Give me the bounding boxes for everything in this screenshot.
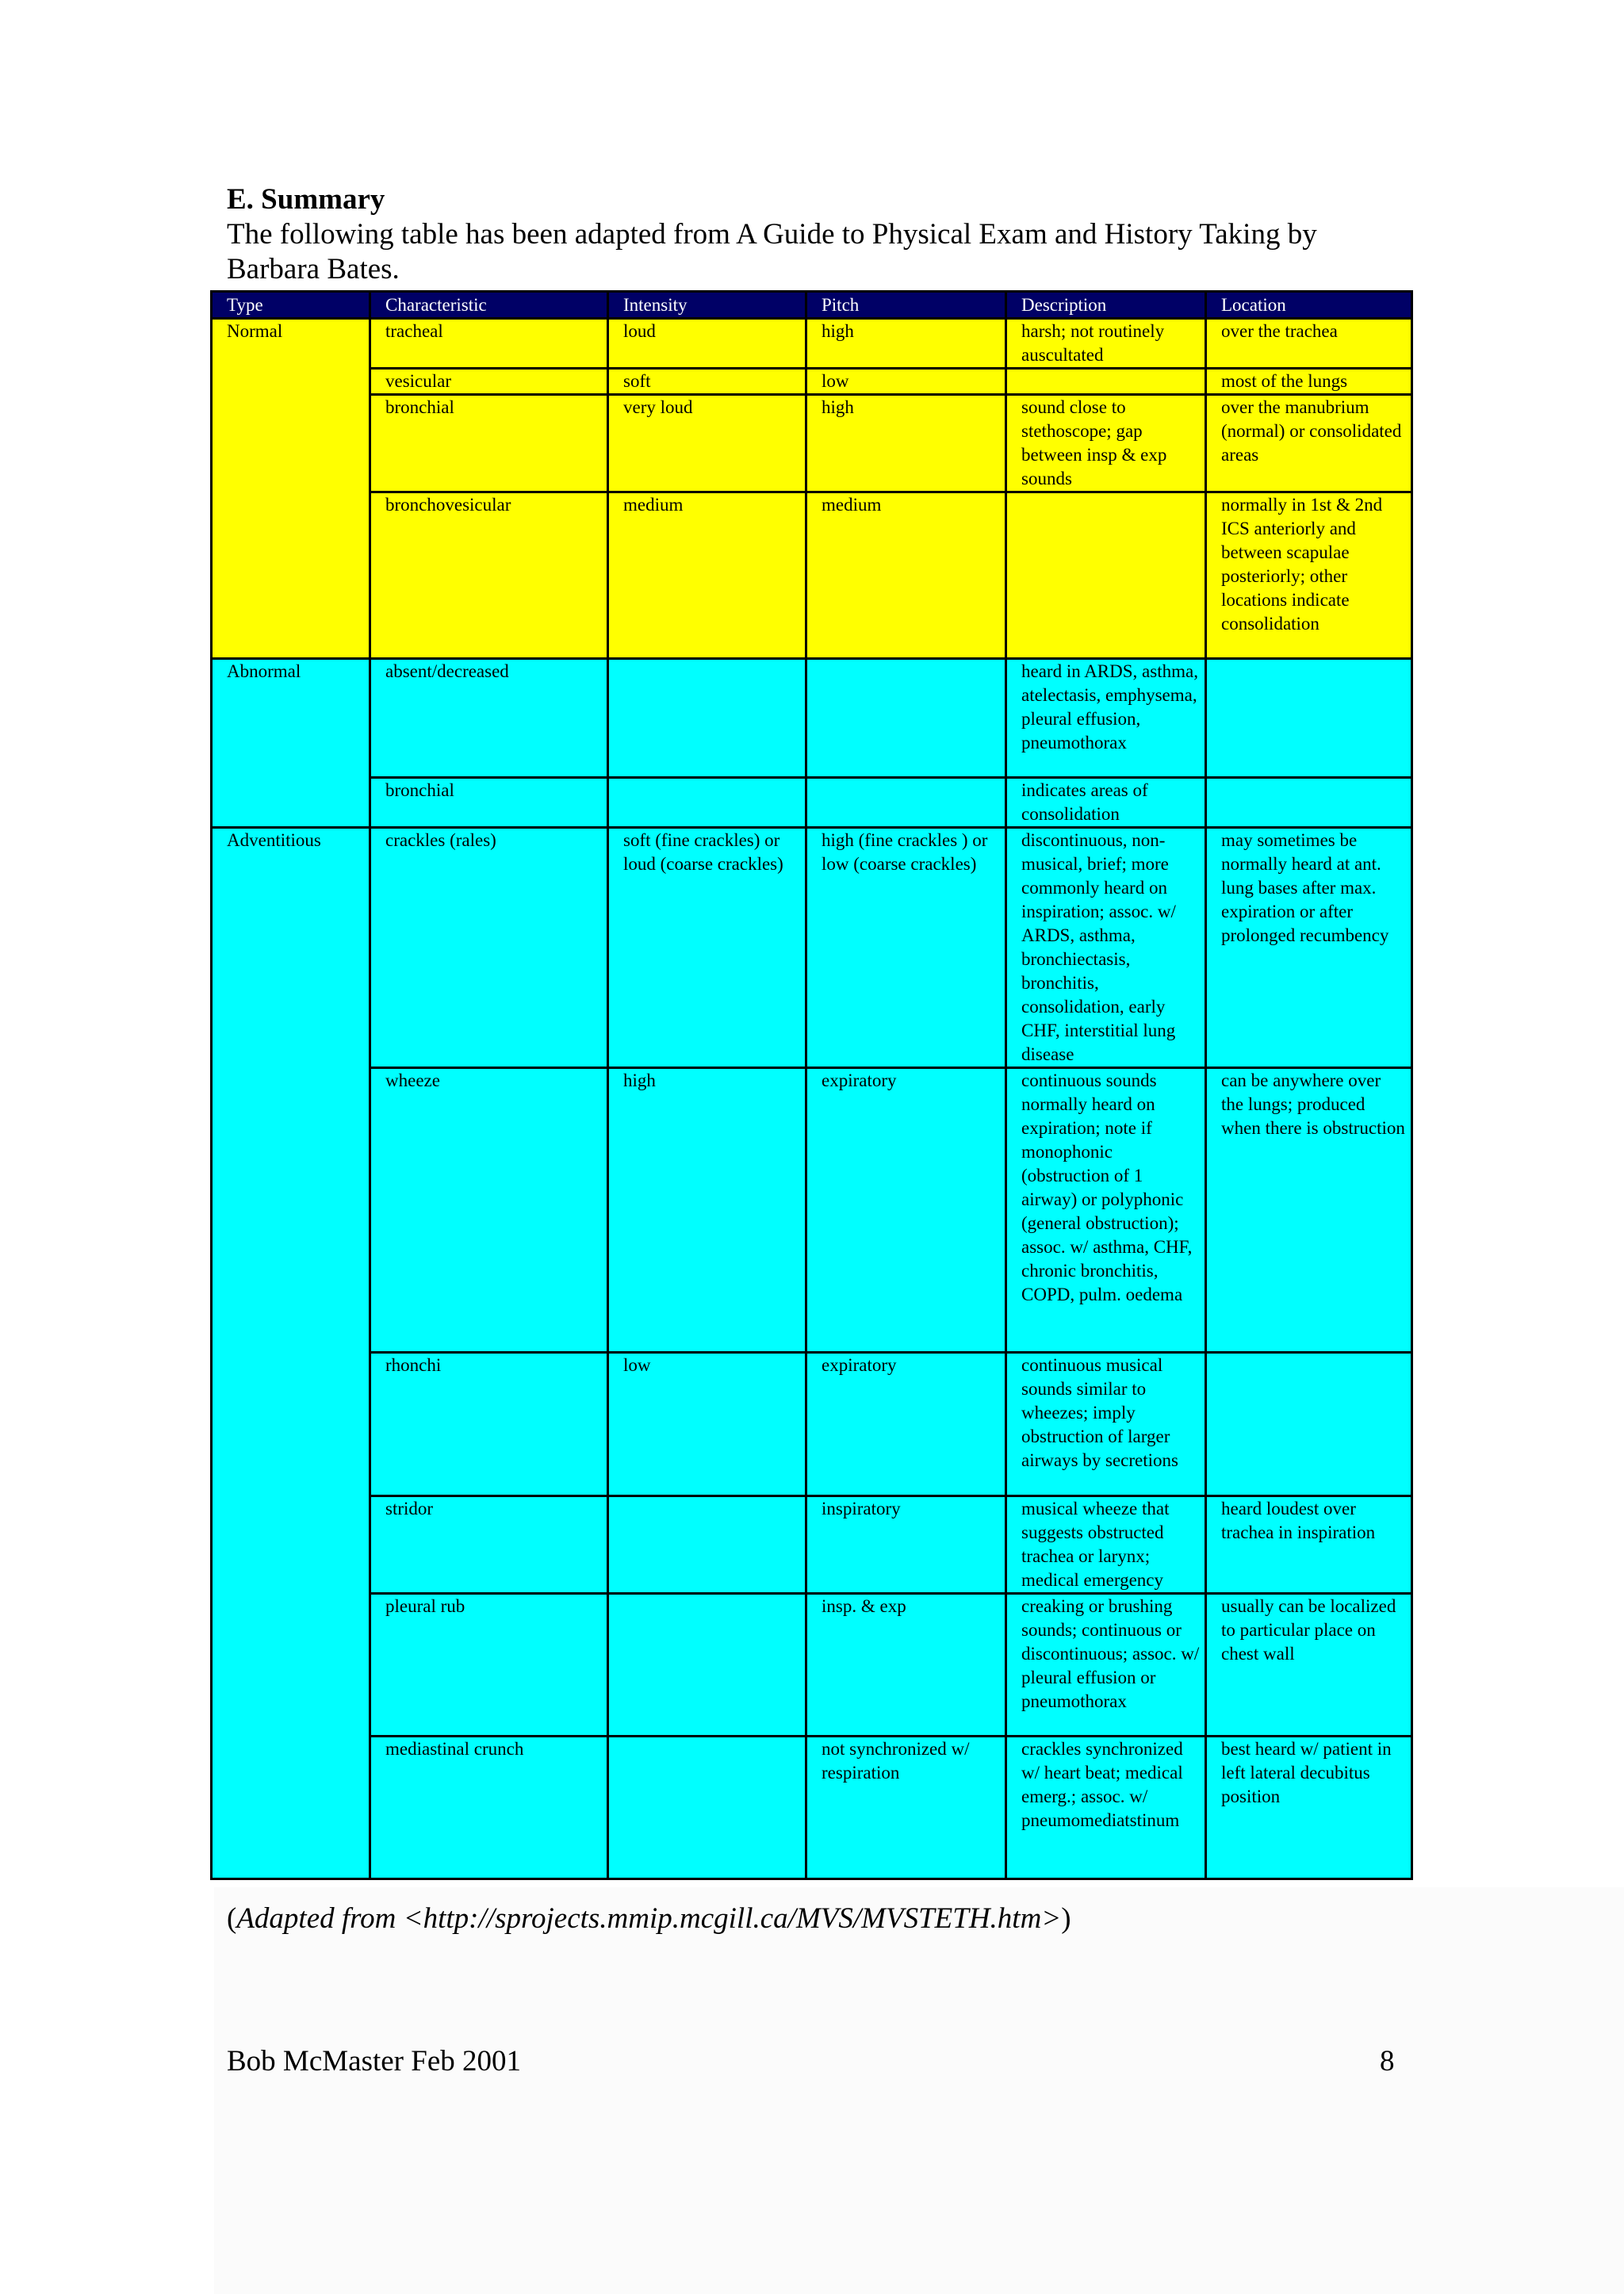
description-cell: harsh; not routinely auscultated xyxy=(1006,319,1206,369)
characteristic-cell: bronchial xyxy=(370,778,608,828)
pitch-cell: low xyxy=(806,369,1006,395)
location-cell: most of the lungs xyxy=(1206,369,1412,395)
pitch-cell: expiratory xyxy=(806,1068,1006,1353)
description-cell: creaking or brushing sounds; continuous or discontinuous; assoc. w/ pleural effusion or pneumothorax xyxy=(1006,1594,1206,1737)
characteristic-cell: bronchial xyxy=(370,395,608,492)
close-paren: ) xyxy=(1061,1902,1071,1935)
header-pitch: Pitch xyxy=(806,292,1006,319)
breath-sounds-table xyxy=(210,290,1413,1880)
table-row xyxy=(212,395,1412,492)
intensity-cell: soft xyxy=(608,369,806,395)
pitch-cell: expiratory xyxy=(806,1353,1006,1496)
header-location: Location xyxy=(1206,292,1412,319)
header-intensity: Intensity xyxy=(608,292,806,319)
intensity-cell xyxy=(608,1594,806,1737)
intensity-cell: medium xyxy=(608,492,806,659)
location-cell: best heard w/ patient in left lateral decubitus position xyxy=(1206,1737,1412,1879)
header-characteristic: Characteristic xyxy=(370,292,608,319)
heading-block xyxy=(227,182,1416,287)
characteristic-cell: stridor xyxy=(370,1496,608,1594)
table-row xyxy=(212,1353,1412,1496)
header-type: Type xyxy=(212,292,370,319)
location-cell: usually can be localized to particular place on chest wall xyxy=(1206,1594,1412,1737)
pitch-cell: insp. & exp xyxy=(806,1594,1006,1737)
table-row xyxy=(212,1594,1412,1737)
intensity-cell: high xyxy=(608,1068,806,1353)
source-citation xyxy=(227,1901,1071,1936)
location-cell: can be anywhere over the lungs; produced when there is obstruction xyxy=(1206,1068,1412,1353)
characteristic-cell: rhonchi xyxy=(370,1353,608,1496)
location-cell: may sometimes be normally heard at ant. lung bases after max. expiration or after prolonged recumbency xyxy=(1206,828,1412,1068)
location-cell xyxy=(1206,1353,1412,1496)
pitch-cell: not synchronized w/ respiration xyxy=(806,1737,1006,1879)
description-cell: continuous sounds normally heard on expiration; note if monophonic (obstruction of 1 airway) or polyphonic (general obstruction); assoc. w/ asthma, CHF, chronic bronchitis, COPD, pulm. oedema xyxy=(1006,1068,1206,1353)
table-row xyxy=(212,492,1412,659)
description-cell: discontinuous, non-musical, brief; more commonly heard on inspiration; assoc. w/ ARDS, asthma, bronchiectasis, bronchitis, consolidation, early CHF, interstitial lung disease xyxy=(1006,828,1206,1068)
pitch-cell: inspiratory xyxy=(806,1496,1006,1594)
intensity-cell: very loud xyxy=(608,395,806,492)
characteristic-cell: mediastinal crunch xyxy=(370,1737,608,1879)
intensity-cell xyxy=(608,1496,806,1594)
description-cell: continuous musical sounds similar to wheezes; imply obstruction of larger airways by secretions xyxy=(1006,1353,1206,1496)
section-title: E. Summary xyxy=(227,183,385,216)
type-adventitious: Adventitious xyxy=(212,828,370,1879)
table-row xyxy=(212,828,1412,1068)
characteristic-cell: tracheal xyxy=(370,319,608,369)
pitch-cell: medium xyxy=(806,492,1006,659)
table-row xyxy=(212,319,1412,369)
intensity-cell xyxy=(608,778,806,828)
location-cell: heard loudest over trachea in inspiration xyxy=(1206,1496,1412,1594)
location-cell xyxy=(1206,778,1412,828)
table-row xyxy=(212,1068,1412,1353)
intensity-cell xyxy=(608,659,806,778)
table-row xyxy=(212,778,1412,828)
description-cell: musical wheeze that suggests obstructed trachea or larynx; medical emergency xyxy=(1006,1496,1206,1594)
location-cell: normally in 1st & 2nd ICS anteriorly and between scapulae posteriorly; other locations indicate consolidation xyxy=(1206,492,1412,659)
open-paren: ( xyxy=(227,1902,237,1935)
source-text: Adapted from <http://sprojects.mmip.mcgill.ca/MVS/MVSTETH.htm> xyxy=(236,1902,1062,1935)
description-cell: indicates areas of consolidation xyxy=(1006,778,1206,828)
pitch-cell: high xyxy=(806,395,1006,492)
intro-text: The following table has been adapted from A Guide to Physical Exam and History Taking by Barbara Bates. xyxy=(227,218,1317,285)
table-row xyxy=(212,1496,1412,1594)
description-cell: sound close to stethoscope; gap between insp & exp sounds xyxy=(1006,395,1206,492)
characteristic-cell: pleural rub xyxy=(370,1594,608,1737)
footer-author: Bob McMaster Feb 2001 xyxy=(227,2045,521,2078)
intensity-cell xyxy=(608,1737,806,1879)
table-row xyxy=(212,659,1412,778)
characteristic-cell: absent/decreased xyxy=(370,659,608,778)
type-abnormal: Abnormal xyxy=(212,659,370,828)
description-cell: crackles synchronized w/ heart beat; medical emerg.; assoc. w/ pneumomediatstinum xyxy=(1006,1737,1206,1879)
page-number: 8 xyxy=(1380,2045,1395,2078)
description-cell: heard in ARDS, asthma, atelectasis, emphysema, pleural effusion, pneumothorax xyxy=(1006,659,1206,778)
description-cell xyxy=(1006,492,1206,659)
description-cell xyxy=(1006,369,1206,395)
characteristic-cell: crackles (rales) xyxy=(370,828,608,1068)
page-shade xyxy=(214,1887,1624,2294)
table-row xyxy=(212,1737,1412,1879)
location-cell: over the manubrium (normal) or consolidated areas xyxy=(1206,395,1412,492)
characteristic-cell: vesicular xyxy=(370,369,608,395)
table-header-row xyxy=(212,292,1412,319)
type-normal: Normal xyxy=(212,319,370,659)
characteristic-cell: bronchovesicular xyxy=(370,492,608,659)
location-cell xyxy=(1206,659,1412,778)
intensity-cell: low xyxy=(608,1353,806,1496)
pitch-cell xyxy=(806,659,1006,778)
location-cell: over the trachea xyxy=(1206,319,1412,369)
pitch-cell: high xyxy=(806,319,1006,369)
pitch-cell xyxy=(806,778,1006,828)
intensity-cell: loud xyxy=(608,319,806,369)
intensity-cell: soft (fine crackles) or loud (coarse crackles) xyxy=(608,828,806,1068)
header-description: Description xyxy=(1006,292,1206,319)
characteristic-cell: wheeze xyxy=(370,1068,608,1353)
table-row xyxy=(212,369,1412,395)
pitch-cell: high (fine crackles ) or low (coarse crackles) xyxy=(806,828,1006,1068)
